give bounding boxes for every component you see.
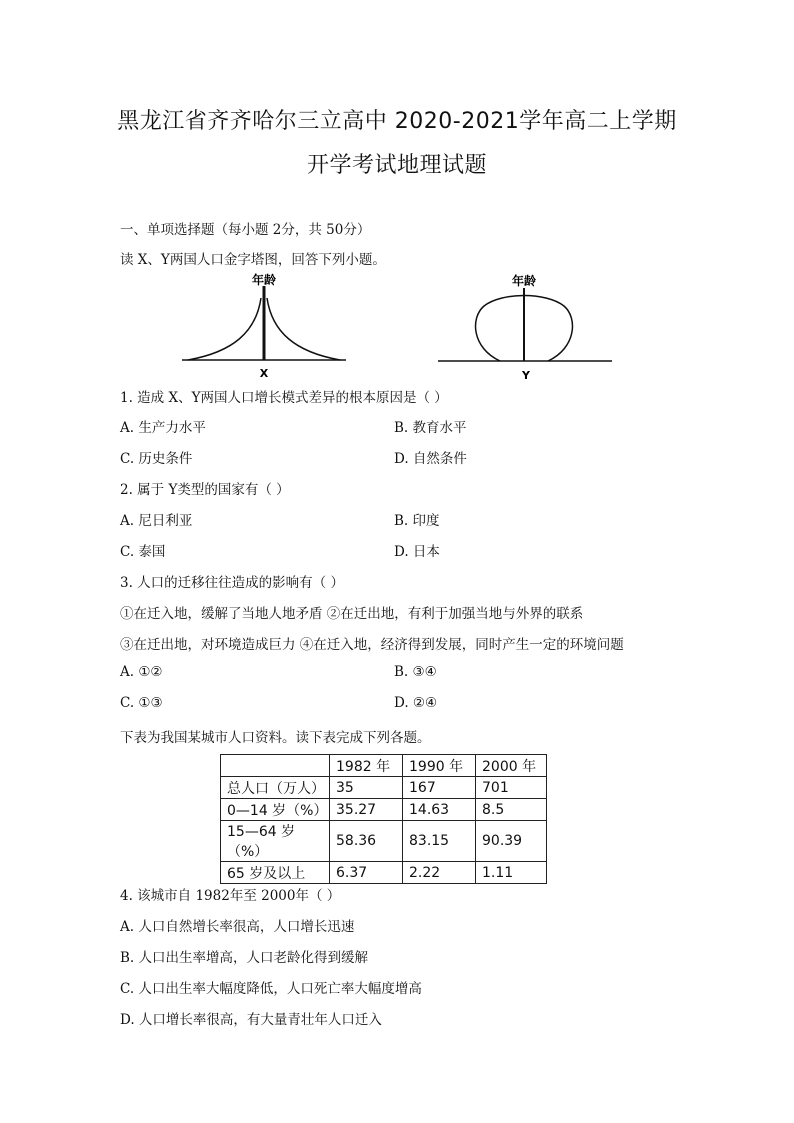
population-pyramid-y <box>434 270 616 382</box>
question-3-option-d: D. ②④ <box>394 695 438 711</box>
question-2-stem: 2. 属于 Y类型的国家有（ ） <box>120 482 290 498</box>
table-header-cell: 2000 年 <box>476 755 547 777</box>
table-header-cell: 1982 年 <box>330 755 403 777</box>
pyramid-y-caption: Y <box>522 369 530 382</box>
pyramid-y-axis-label: 年龄 <box>511 274 537 288</box>
intro-text-pyramid: 读 X、Y两国人口金字塔图，回答下列小题。 <box>120 252 386 268</box>
pyramid-x-axis-label: 年龄 <box>251 273 277 287</box>
question-4-stem: 4. 该城市自 1982年至 2000年（ ） <box>120 888 341 904</box>
table-row <box>221 821 547 862</box>
question-1-option-b: B. 教育水平 <box>394 420 467 436</box>
table-cell: 0—14 岁（%） <box>221 799 330 821</box>
table-cell: 8.5 <box>476 799 547 821</box>
question-3-option-c: C. ①③ <box>120 695 163 711</box>
table-cell: 90.39 <box>476 821 547 862</box>
table-cell: 701 <box>476 777 547 799</box>
section-heading: 一、单项选择题（每小题 2分，共 50分） <box>120 222 371 238</box>
table-cell: 167 <box>403 777 476 799</box>
table-cell: 6.37 <box>330 862 403 884</box>
table-cell: 15—64 岁（%） <box>221 821 330 862</box>
question-3-option-a: A. ①② <box>120 664 163 680</box>
table-cell: 1.11 <box>476 862 547 884</box>
document-title-line2: 开学考试地理试题 <box>306 153 487 178</box>
population-pyramid-x <box>178 270 350 380</box>
question-1-option-a: A. 生产力水平 <box>120 420 206 436</box>
population-table <box>220 754 547 884</box>
question-2-option-d: D. 日本 <box>394 544 440 560</box>
table-header-cell <box>221 755 330 777</box>
table-row <box>221 862 547 884</box>
table-cell: 总人口（万人） <box>221 777 330 799</box>
pyramid-x-left-curve <box>188 298 261 360</box>
question-3-option-b: B. ③④ <box>394 664 437 680</box>
question-1-option-c: C. 历史条件 <box>120 451 193 467</box>
question-3-statements-2: ③在迁出地，对环境造成巨力 ④在迁入地，经济得到发展，同时产生一定的环境问题 <box>120 637 624 653</box>
intro-text-table: 下表为我国某城市人口资料。读下表完成下列各题。 <box>120 730 431 746</box>
question-2-option-a: A. 尼日利亚 <box>120 513 193 529</box>
table-cell: 35 <box>330 777 403 799</box>
table-cell: 83.15 <box>403 821 476 862</box>
table-cell: 58.36 <box>330 821 403 862</box>
question-4-option-d: D. 人口增长率很高，有大量青壮年人口迁入 <box>120 1012 382 1028</box>
question-1-option-d: D. 自然条件 <box>394 451 467 467</box>
table-header-cell: 1990 年 <box>403 755 476 777</box>
table-cell: 14.63 <box>403 799 476 821</box>
question-2-option-c: C. 泰国 <box>120 544 166 560</box>
question-4-option-b: B. 人口出生率增高，人口老龄化得到缓解 <box>120 950 369 966</box>
question-3-stem: 3. 人口的迁移往往造成的影响有（ ） <box>120 575 344 591</box>
question-2-option-b: B. 印度 <box>394 513 440 529</box>
table-row <box>221 777 547 799</box>
table-row <box>221 799 547 821</box>
pyramid-x-right-curve <box>267 298 340 360</box>
question-4-option-a: A. 人口自然增长率很高，人口增长迅速 <box>120 919 355 935</box>
table-header-row <box>221 755 547 777</box>
question-1-stem: 1. 造成 X、Y两国人口增长模式差异的根本原因是（ ） <box>120 390 448 406</box>
document-title-line1: 黑龙江省齐齐哈尔三立高中 2020-2021学年高二上学期 <box>117 109 677 134</box>
table-cell: 2.22 <box>403 862 476 884</box>
pyramid-x-caption: X <box>259 367 269 380</box>
table-cell: 35.27 <box>330 799 403 821</box>
question-4-option-c: C. 人口出生率大幅度降低，人口死亡率大幅度增高 <box>120 981 422 997</box>
question-3-statements-1: ①在迁入地，缓解了当地人地矛盾 ②在迁出地，有利于加强当地与外界的联系 <box>120 606 584 622</box>
table-cell: 65 岁及以上 <box>221 862 330 884</box>
